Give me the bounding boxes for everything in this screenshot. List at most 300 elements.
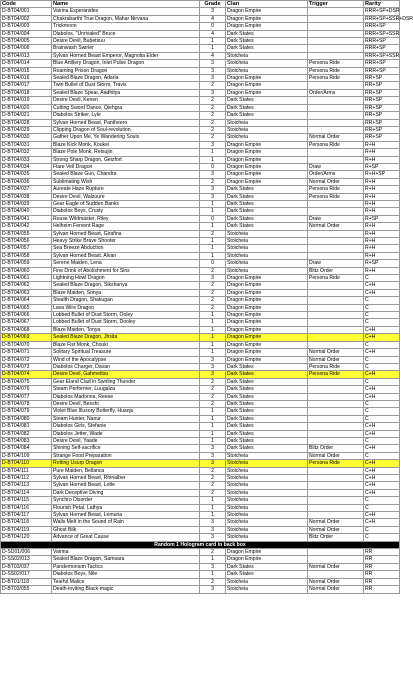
cell-trigger [308, 497, 364, 504]
cell-clan: Stoicheia [226, 230, 308, 237]
cell-code: D-BT04/109 [1, 452, 52, 459]
cell-name: Desire Devil, Besshi [52, 400, 200, 407]
table-row [1, 312, 400, 319]
cell-code: D-BT04/004 [1, 30, 52, 37]
table-row [1, 230, 400, 237]
cell-rarity: C [364, 341, 400, 348]
cell-code: D-BT04/075 [1, 378, 52, 385]
cell-grade: 2 [200, 97, 226, 104]
header-grade: Grade [200, 1, 226, 8]
cell-trigger: Normal Order [308, 349, 364, 356]
cell-rarity: C [364, 275, 400, 282]
table-row [1, 304, 400, 311]
cell-rarity: RR [364, 563, 400, 570]
cell-code: D-SS02/017 [1, 571, 52, 578]
cell-name: Blaze Pole Monk, Retsujin [52, 149, 200, 156]
header-code: Code [1, 1, 52, 8]
cell-clan: Dark States [226, 445, 308, 452]
cell-rarity: C+H [364, 519, 400, 526]
cell-grade: 3 [200, 356, 226, 363]
table-row [1, 297, 400, 304]
cell-clan: Dark States [226, 223, 308, 230]
table-row [1, 282, 400, 289]
cell-trigger [308, 38, 364, 45]
cell-clan: Dark States [226, 393, 308, 400]
table-row [1, 460, 400, 467]
cell-trigger [308, 423, 364, 430]
cell-code: D-BT04/019 [1, 97, 52, 104]
cell-grade: 3 [200, 563, 226, 570]
cell-clan: Dark States [226, 30, 308, 37]
cell-clan: Dark States [226, 386, 308, 393]
cell-clan: Dark States [226, 415, 308, 422]
cell-rarity: RRR+SP+DSR [365, 8, 400, 15]
cell-clan: Stoicheia [226, 60, 308, 67]
table-row [1, 326, 400, 333]
table-row [1, 482, 400, 489]
cell-rarity: R+H [364, 186, 400, 193]
cell-grade: 0 [200, 260, 226, 267]
cell-grade: 1 [200, 45, 226, 52]
cell-code: D-BT04/060 [1, 267, 52, 274]
cell-trigger [308, 512, 364, 519]
table-row [1, 193, 400, 200]
cell-name: Diabolos Jetter, Wade [52, 430, 200, 437]
table-row [1, 356, 400, 363]
cell-rarity: RRR+SP [364, 67, 400, 74]
cell-grade: 1 [200, 556, 226, 563]
cell-rarity: C [364, 378, 400, 385]
table-row [1, 178, 400, 185]
table-row [1, 223, 400, 230]
cell-code: D-BT01/118 [1, 578, 52, 585]
cell-code: D-BT04/113 [1, 482, 52, 489]
cell-trigger: Persona Ride [308, 60, 364, 67]
cell-trigger [308, 97, 364, 104]
cell-code: D-BT04/041 [1, 215, 52, 222]
cell-name: Desire Devil, Yaade [52, 437, 200, 444]
cell-code: D-BT04/013 [1, 52, 52, 59]
cell-grade: 1 [200, 38, 226, 45]
cell-trigger [308, 15, 364, 22]
table-row [1, 67, 400, 74]
cell-grade: 1 [200, 423, 226, 430]
cell-clan: Dragon Empire [226, 289, 308, 296]
cell-trigger [308, 467, 364, 474]
table-row [1, 163, 400, 170]
table-row [1, 45, 400, 52]
cell-rarity: R+H [364, 238, 400, 245]
cell-clan: Dragon Empire [226, 149, 308, 156]
cell-clan: Stoicheia [226, 578, 308, 585]
cell-grade: 2 [200, 475, 226, 482]
cell-code: D-BT04/040 [1, 208, 52, 215]
table-row [1, 497, 400, 504]
cell-grade: 1 [200, 415, 226, 422]
cell-clan: Dragon Empire [226, 556, 308, 563]
cell-grade: 3 [200, 534, 226, 541]
cell-grade: 3 [200, 8, 226, 15]
cell-name: Blue Artillery Dragon, Inlet Pulse Dragon [52, 60, 200, 67]
main-card-rows [1, 8, 413, 541]
header-rarity: Rarity [364, 1, 400, 8]
cell-clan: Stoicheia [226, 126, 308, 133]
cell-name: Rotting Usurp Dragon [52, 460, 200, 467]
cell-code: D-BT04/028 [1, 119, 52, 126]
cell-code: D-BT04/006 [1, 45, 52, 52]
cell-grade: 0 [200, 215, 226, 222]
cell-rarity: R+SP [364, 260, 400, 267]
cell-trigger [308, 556, 364, 563]
cell-grade: 3 [200, 193, 226, 200]
cell-trigger: Persona Ride [308, 193, 364, 200]
cell-clan: Dragon Empire [226, 326, 308, 333]
cell-trigger: Normal Order [308, 356, 364, 363]
cell-name: Stealth Dragon, Shakugan [52, 297, 200, 304]
table-row [1, 104, 400, 111]
cell-rarity: C+H [364, 386, 400, 393]
cell-clan: Dragon Empire [226, 341, 308, 348]
cell-name: Steam Performer, Luugalza [52, 386, 200, 393]
cell-code: D-BT04/003 [1, 23, 52, 30]
cell-name: Lobbed Bullet of Dust Storm, Ooley [52, 312, 200, 319]
cell-name: Sylvan Horned Beast Emperor, Magnolia Elder [52, 52, 200, 59]
cell-rarity: R+H [364, 149, 400, 156]
table-row [1, 200, 400, 207]
cell-code: D-BT04/062 [1, 282, 52, 289]
table-row [1, 60, 400, 67]
cell-grade: 2 [200, 378, 226, 385]
cell-rarity: C+H [364, 282, 400, 289]
cell-clan: Stoicheia [226, 460, 308, 467]
cell-grade: 3 [200, 141, 226, 148]
cell-code: D-BT04/067 [1, 319, 52, 326]
cell-rarity: RR+SP [364, 126, 400, 133]
cell-name: Sealed Blaze Dragon, Sikshanya [52, 282, 200, 289]
cell-rarity: R+H [364, 267, 400, 274]
cell-code: D-BT04/037 [1, 186, 52, 193]
cell-grade: 2 [200, 467, 226, 474]
cell-rarity: RR+SP [364, 134, 400, 141]
cell-rarity: C+H [364, 475, 400, 482]
cell-rarity: C+H [364, 371, 400, 378]
cell-grade: 3 [200, 89, 226, 96]
table-row [1, 134, 400, 141]
cell-code: D-BT04/034 [1, 163, 52, 170]
cell-name: Sylvan Horned Beast, Lemuria [52, 512, 200, 519]
cell-code: D-BT04/030 [1, 134, 52, 141]
cell-rarity: RR+SP [364, 97, 400, 104]
cell-rarity: C+H [364, 430, 400, 437]
table-row [1, 430, 400, 437]
cell-code: D-SS02/013 [1, 556, 52, 563]
cell-grade: 1 [200, 252, 226, 259]
cell-name: Advance of Great Cause [52, 534, 200, 541]
cell-clan: Dark States [226, 571, 308, 578]
cell-grade: 0 [200, 23, 226, 30]
cell-grade: 2 [200, 119, 226, 126]
cell-code: D-BT04/120 [1, 534, 52, 541]
cell-code: D-BT04/002 [1, 15, 52, 22]
cell-grade: 3 [200, 67, 226, 74]
cell-trigger: Blitz Order [308, 534, 364, 541]
cell-code: D-BT04/056 [1, 238, 52, 245]
cell-name: Dark Deceptive Diving [52, 489, 200, 496]
cell-name: Roaming Prison Dragon [52, 67, 200, 74]
table-row [1, 52, 400, 59]
cell-grade: 2 [200, 289, 226, 296]
cell-clan: Dragon Empire [226, 275, 308, 282]
cell-rarity: C [364, 312, 400, 319]
cell-name: Desire Devil, Walzuure [52, 193, 200, 200]
table-row [1, 475, 400, 482]
cell-rarity: C+H [364, 482, 400, 489]
cell-code: D-BT04/117 [1, 512, 52, 519]
cell-name: Twin Bullet of Dust Storm, Travis [52, 82, 200, 89]
cell-name: Gather Upon Me, Ye Wandering Souls [52, 134, 200, 141]
cell-clan: Dark States [226, 378, 308, 385]
cell-clan: Stoicheia [226, 52, 308, 59]
cell-code: D-BT04/017 [1, 82, 52, 89]
separator-row [1, 541, 400, 548]
cell-rarity: R+H [364, 208, 400, 215]
cell-trigger: Persona Ride [308, 460, 364, 467]
cell-name: Lava Wire Dragon [52, 304, 200, 311]
cell-name: Chakrabarthi True Dragon, Mahar Nirvana [52, 15, 200, 22]
cell-grade: 1 [200, 200, 226, 207]
cell-code: D-BT04/033 [1, 156, 52, 163]
table-row [1, 534, 400, 541]
table-row [1, 275, 400, 282]
cell-name: Lobbed Bullet of Dust Storm, Dooley [52, 319, 200, 326]
cell-clan: Dragon Empire [226, 304, 308, 311]
cell-trigger [308, 45, 364, 52]
cell-clan: Dragon Empire [226, 297, 308, 304]
cell-trigger: Normal Order [308, 526, 364, 533]
cell-trigger [308, 437, 364, 444]
cell-grade: 1 [200, 156, 226, 163]
cell-trigger: Order/Arms [308, 89, 364, 96]
cell-trigger: Normal Order [308, 452, 364, 459]
header-row [1, 1, 400, 8]
cell-rarity: RR [364, 549, 400, 556]
cell-trigger [308, 475, 364, 482]
cell-clan: Dragon Empire [226, 334, 308, 341]
cell-name: Heavy Strike Brave Shooter [52, 238, 200, 245]
cell-rarity: R+H [364, 230, 400, 237]
cell-clan: Dark States [226, 38, 308, 45]
cell-code: D-BT04/080 [1, 415, 52, 422]
cell-name: Sealed Blaze Dragon, Jhsita [52, 334, 200, 341]
cell-code: D-SD01/006 [1, 549, 52, 556]
cell-clan: Dragon Empire [226, 312, 308, 319]
cell-rarity: C+H [364, 445, 400, 452]
cell-rarity: C [364, 504, 400, 511]
cell-code: D-BT04/021 [1, 112, 52, 119]
cell-rarity: C [364, 297, 400, 304]
cell-name: Diabolos, "Unrivaled" Bruce [52, 30, 200, 37]
cell-name: Sealed Blaze Gun, Chandra [52, 171, 200, 178]
cell-rarity: C [364, 437, 400, 444]
cell-rarity: R+H+SP [364, 171, 400, 178]
cell-trigger [308, 571, 364, 578]
cell-clan: Dragon Empire [226, 8, 308, 15]
cell-clan: Dragon Empire [226, 349, 308, 356]
cell-trigger [308, 112, 364, 119]
cell-code: D-BT04/064 [1, 297, 52, 304]
cell-clan: Stoicheia [226, 489, 308, 496]
cell-name: Sealed Blaze Dragon, Adarla [52, 75, 200, 82]
cell-rarity: RR [364, 578, 400, 585]
cell-code: D-BT03/055 [1, 586, 52, 593]
cell-clan: Dark States [226, 45, 308, 52]
cell-trigger: Draw [308, 163, 364, 170]
table-row [1, 97, 400, 104]
cell-trigger: Persona Ride [308, 75, 364, 82]
cell-trigger [308, 319, 364, 326]
cell-rarity: R+SP [364, 163, 400, 170]
cell-rarity: RR+SP [364, 119, 400, 126]
cell-clan: Stoicheia [226, 512, 308, 519]
cell-clan: Dark States [226, 208, 308, 215]
cell-trigger [308, 238, 364, 245]
cell-rarity: R+H [364, 223, 400, 230]
cell-rarity: RRR+SP [364, 45, 400, 52]
cell-clan: Stoicheia [226, 519, 308, 526]
table-row [1, 334, 400, 341]
cell-name: Rouse Wildmaster, Riley [52, 215, 200, 222]
cell-trigger: Draw [308, 215, 364, 222]
cell-clan: Dark States [226, 430, 308, 437]
table-row [1, 563, 400, 570]
cell-clan: Stoicheia [226, 497, 308, 504]
cell-trigger [308, 504, 364, 511]
table-row [1, 408, 400, 415]
cell-grade: 2 [200, 304, 226, 311]
cell-clan: Dark States [226, 104, 308, 111]
cell-grade: 1 [200, 512, 226, 519]
cell-trigger [308, 304, 364, 311]
cell-clan: Dark States [226, 400, 308, 407]
cell-clan: Stoicheia [226, 267, 308, 274]
cell-grade: 3 [200, 363, 226, 370]
cell-rarity: RRR+SP+SSR [365, 30, 400, 37]
cell-trigger [308, 341, 364, 348]
cell-grade: 2 [200, 386, 226, 393]
cell-trigger [308, 82, 364, 89]
cell-trigger [308, 312, 364, 319]
cell-trigger [308, 386, 364, 393]
cell-code: D-BT04/005 [1, 38, 52, 45]
cell-grade: 1 [200, 238, 226, 245]
cell-rarity: RR [364, 571, 400, 578]
cell-name: Desire Devil, Kenen [52, 97, 200, 104]
cell-rarity: RR+SP [364, 89, 400, 96]
header-trigger: Trigger [308, 1, 364, 8]
cell-code: D-BT04/082 [1, 430, 52, 437]
cell-grade: 1 [200, 326, 226, 333]
cell-trigger [308, 400, 364, 407]
cell-grade: 3 [200, 519, 226, 526]
cell-code: D-BT04/116 [1, 504, 52, 511]
cell-grade: 3 [200, 60, 226, 67]
table-row [1, 452, 400, 459]
cell-code: D-BT04/057 [1, 245, 52, 252]
cell-clan: Stoicheia [226, 252, 308, 259]
cell-code: D-BT04/042 [1, 223, 52, 230]
cell-rarity: C [364, 408, 400, 415]
cell-grade: 4 [200, 52, 226, 59]
cell-clan: Stoicheia [226, 475, 308, 482]
cell-code: D-BT04/036 [1, 178, 52, 185]
cell-grade: 3 [200, 186, 226, 193]
cell-code: D-BT04/015 [1, 67, 52, 74]
table-row [1, 75, 400, 82]
cell-name: Shining Self-sacrifice [52, 445, 200, 452]
cell-rarity: C+H [364, 393, 400, 400]
table-row [1, 126, 400, 133]
cell-rarity: C+H [364, 489, 400, 496]
table-row [1, 245, 400, 252]
cell-clan: Dragon Empire [226, 23, 308, 30]
cell-rarity: RR+SP [364, 82, 400, 89]
cell-rarity: C+H [364, 423, 400, 430]
cell-trigger: Blitz Order [308, 267, 364, 274]
table-row [1, 8, 400, 15]
cell-grade: 2 [200, 82, 226, 89]
cell-name: Sylvan Horned Beast, Alvan [52, 252, 200, 259]
cell-trigger [308, 200, 364, 207]
cell-grade: 1 [200, 437, 226, 444]
table-row [1, 238, 400, 245]
cell-grade: 4 [200, 15, 226, 22]
cell-rarity: C [364, 452, 400, 459]
cell-trigger [308, 378, 364, 385]
cell-grade: 1 [200, 245, 226, 252]
cell-grade: 1 [200, 408, 226, 415]
cell-name: Fine Drink of Abolishment for Sins [52, 267, 200, 274]
cell-rarity: C+H [364, 460, 400, 467]
cell-trigger [308, 52, 364, 59]
header-name: Name [52, 1, 200, 8]
cell-trigger [308, 393, 364, 400]
cell-code: D-BT04/083 [1, 437, 52, 444]
cell-grade: 3 [200, 371, 226, 378]
cell-clan: Dragon Empire [226, 15, 308, 22]
cell-code: D-BT04/084 [1, 445, 52, 452]
cell-name: Gear Eagle of Sudden Banks [52, 200, 200, 207]
cell-grade: 3 [200, 586, 226, 593]
cell-name: Clipping Dragon of Soul-revolution [52, 126, 200, 133]
cell-grade: 2 [200, 489, 226, 496]
cell-name: Walls Melt in the Sound of Rain [52, 519, 200, 526]
extra-card-rows [1, 549, 400, 593]
cell-trigger: Order/Arms [308, 171, 364, 178]
cell-name: Serene Maiden, Lena [52, 260, 200, 267]
cell-rarity: C+H [364, 349, 400, 356]
cell-trigger [308, 415, 364, 422]
cell-name: Desire Devil, Bubetsuu [52, 38, 200, 45]
table-row [1, 467, 400, 474]
cell-rarity: R+H [364, 178, 400, 185]
cell-name: Vairina [52, 549, 200, 556]
cell-trigger [308, 156, 364, 163]
table-row [1, 23, 400, 30]
cell-trigger [308, 126, 364, 133]
cell-clan: Dragon Empire [226, 319, 308, 326]
cell-trigger [308, 208, 364, 215]
table-row [1, 149, 400, 156]
